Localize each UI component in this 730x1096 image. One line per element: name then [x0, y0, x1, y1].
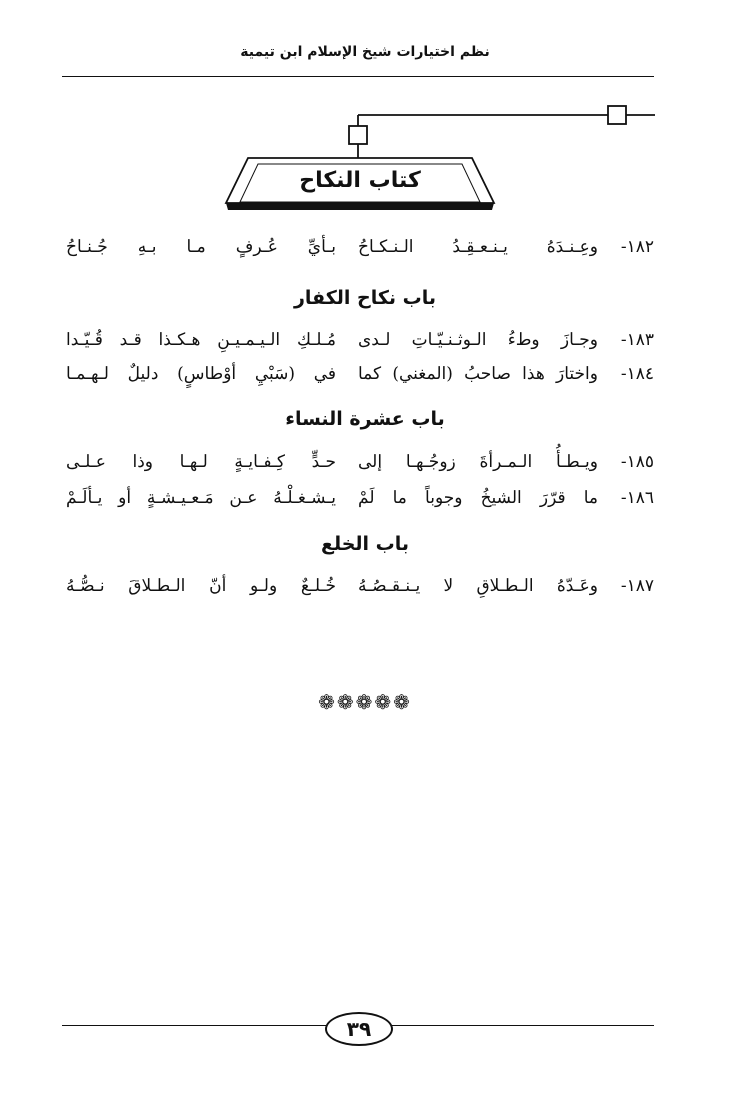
- verse-second-hemistich: في (سَبْيِ أوْطاسٍ) دليلٌ لـهـمـا: [66, 364, 336, 384]
- verse-number: ١٨٧-: [620, 576, 654, 596]
- section-heading: باب الخلع: [320, 533, 410, 555]
- chapter-title: كتاب النكاح: [299, 168, 421, 193]
- section-heading: باب عشرة النساء: [285, 408, 445, 430]
- verse-number: ١٨٦-: [620, 488, 654, 508]
- verse-number: ١٨٥-: [620, 452, 654, 472]
- verse-second-hemistich: مُـلـكِ الـيـمـيـنِ هـكـذا قـد قُـيّـدا: [66, 330, 336, 350]
- verse-second-hemistich: يـشـغـلْـهُ عـن مَـعـيـشـةٍ أو يـألَـمْ: [66, 488, 336, 508]
- running-header: نظم اختيارات شيخ الإسلام ابن تيمية: [240, 44, 490, 60]
- verse-line: [62, 330, 654, 360]
- flower-ornament-divider: ❁❁❁❁❁: [318, 690, 412, 714]
- section-heading: باب نكاح الكفار: [293, 287, 437, 309]
- verse-second-hemistich: حـدٍّ كِـفـايـةٍ لـهـا وذا عـلـى: [66, 452, 336, 472]
- page-number: ٣٩: [325, 1012, 393, 1046]
- verse-second-hemistich: بـأيِّ عُـرفٍ مـا بـهِ جُـنـاحُ: [66, 237, 336, 257]
- verse-second-hemistich: خُـلـعٌ ولـو أنّ الـطـلاقَ نـصُّـهُ: [66, 576, 336, 596]
- verse-line: [62, 452, 654, 482]
- verse-first-hemistich: ويـطـأُ الـمـرأةَ زوجُـهـا إلى: [358, 452, 598, 472]
- verse-line: [62, 576, 654, 606]
- verse-first-hemistich: وعِـنـدَهُ يـنـعـقِـدُ الـنـكـاحُ: [358, 237, 598, 257]
- verse-line: [62, 488, 654, 518]
- verse-first-hemistich: وجـازَ وطءُ الـوثـنـيّـاتِ لـدى: [358, 330, 598, 350]
- verse-number: ١٨٣-: [620, 330, 654, 350]
- verse-first-hemistich: ما قرّرَ الشيخُ وجوباً ما لَمْ: [358, 488, 598, 508]
- verse-number: ١٨٢-: [620, 237, 654, 257]
- verse-line: [62, 237, 654, 267]
- verse-line: [62, 364, 654, 394]
- verse-number: ١٨٤-: [620, 364, 654, 384]
- verse-first-hemistich: واختارَ هذا صاحبُ (المغني) كما: [358, 364, 598, 384]
- verse-first-hemistich: وعَـدّهُ الـطـلاقِ لا يـنـقـصُـهُ: [358, 576, 598, 596]
